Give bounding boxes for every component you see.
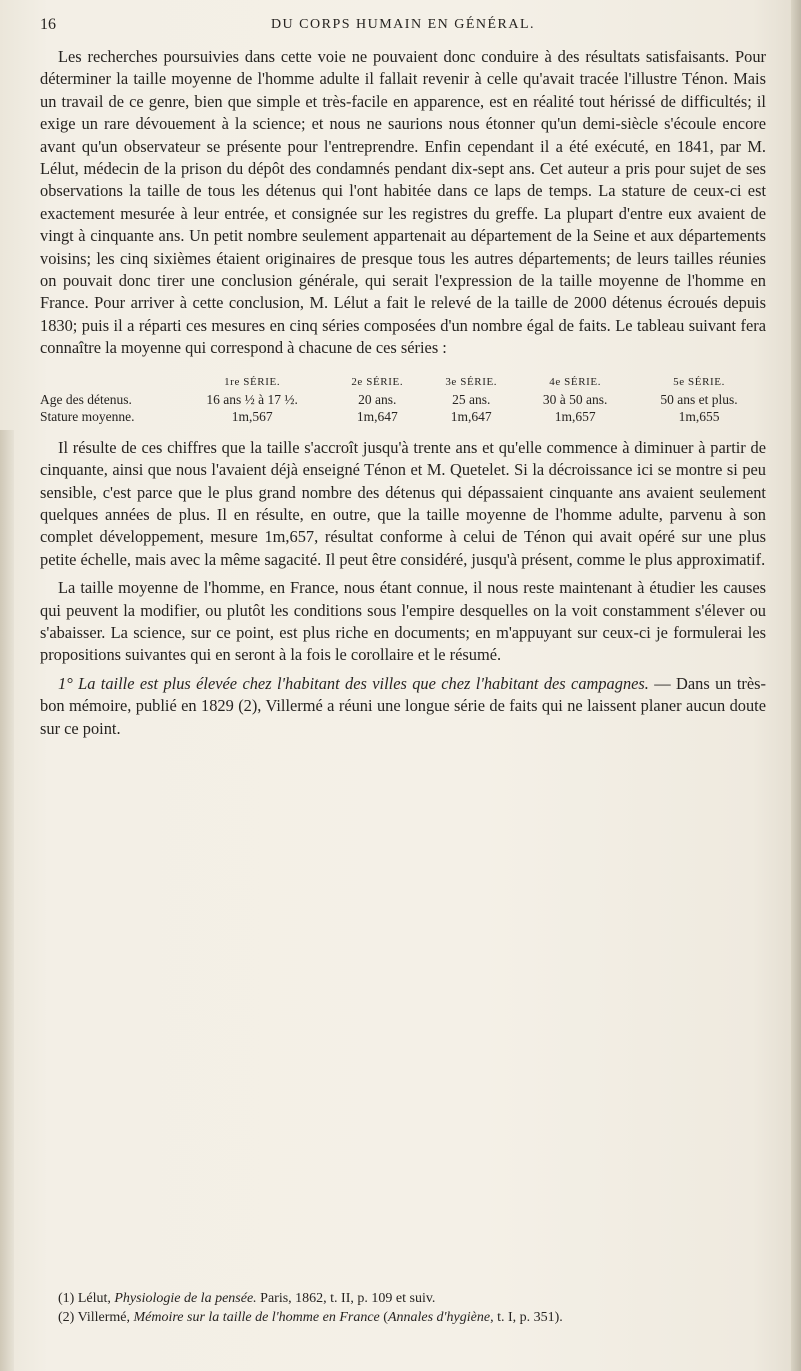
running-head: DU CORPS HUMAIN EN GÉNÉRAL. — [270, 17, 536, 32]
table-cell: 1m,647 — [450, 408, 492, 424]
paragraph-1: Les recherches poursuivies dans cette voie ne pouvaient donc conduire à des résultats satisfaisants. Pour déterminer la taille moyenne de l'homme adulte il fallait revenir à celle qu'avait tracée l'illustre Ténon. Mais un travail de ce genre, bien que simple et très-facile en apparence, est en réalité tout hérissé de difficultés; il exige un rare dévouement à la science; et nous ne saurions nous étonner qu'un demi-siècle s'écoule encore avant qu'un observateur se présente pour l'entreprendre. Enfin cependant il a été exécuté, en 1841, par M. Lélut, médecin de la prison du dépôt des condamnés pendant dix-sept ans. Cet auteur a pris pour sujet de ses observations la taille de tous les détenus qui l'ont habitée dans ce laps de temps. La stature de ceux-ci est exactement mesurée à leur entrée, et consignée sur les registres du greffe. La plupart d'entre eux avaient de vingt à cinquante ans. Un petit nombre seulement appartenait au département de la Seine et aux départements voisins; les cinq sixièmes étaient originaires de presque tous les autres départements; de leurs tailles réunies on pouvait donc tirer une conclusion générale, qui serait l'expression de la taille moyenne de l'homme en France. Pour arriver à cette conclusion, M. Lélut a fait le relevé de la taille de 2000 détenus écroués depuis 1830; puis il a réparti ces mesures en cinq séries composées d'un nombre égal de faits. Le tableau suivant fera connaître la moyenne qui correspond à chacune de ces séries : — [40, 47, 766, 358]
series-header: 4e SÉRIE. — [549, 375, 602, 388]
paragraph-4 — [40, 673, 766, 740]
footnote-marker-text: (2) Villermé, — [58, 1310, 134, 1325]
table-cell: 30 à 50 ans. — [542, 391, 608, 407]
footnote-2 — [40, 1308, 766, 1327]
footnote-citation: Paris, 1862, t. II, p. 109 et suiv. — [256, 1291, 436, 1306]
binding-shadow — [0, 430, 14, 1371]
table-row — [40, 408, 766, 425]
series-header: 1re SÉRIE. — [224, 375, 281, 388]
series-header: 2e SÉRIE. — [351, 375, 404, 388]
page-number: 16 — [40, 16, 56, 33]
footnote-title: Mémoire sur la taille de l'homme en France — [133, 1310, 380, 1325]
footnote-1 — [40, 1289, 766, 1308]
table-corner — [40, 374, 174, 391]
row-label: Age des détenus. — [40, 391, 132, 407]
footnote-punct: ( — [379, 1310, 388, 1325]
table-cell: 50 ans et plus. — [660, 391, 738, 407]
proposition-heading: 1° La taille est plus élevée chez l'habitant des villes que chez l'habitant des campagnes. — [58, 673, 649, 693]
footnote-title: Physiologie de la pensée. — [114, 1291, 257, 1306]
series-table — [40, 374, 766, 425]
footnote-citation: , t. I, p. 351). — [490, 1310, 563, 1325]
table-row — [40, 391, 766, 408]
paragraph-3: La taille moyenne de l'homme, en France, nous étant connue, il nous reste maintenant à étudier les causes qui peuvent la modifier, ou plutôt les conditions sous l'empire desquelles on la voit constamment s'élever ou s'abaisser. La science, sur ce point, est plus riche en documents; en m'appuyant sur ceux-ci je formulerai les propositions suivantes qui en seront à la fois le corollaire et le résumé. — [40, 578, 766, 665]
table-cell: 1m,567 — [231, 408, 273, 424]
table-cell: 25 ans. — [452, 391, 491, 407]
body-text — [40, 46, 766, 740]
table-cell: 16 ans ½ à 17 ½. — [206, 391, 298, 407]
page-header — [40, 16, 766, 40]
footnote-marker-text: (1) Lélut, — [58, 1291, 115, 1306]
footnotes — [40, 1289, 766, 1327]
table-cell: 1m,657 — [554, 408, 596, 424]
series-header: 3e SÉRIE. — [445, 375, 498, 388]
paragraph-2: Il résulte de ces chiffres que la taille s'accroît jusqu'à trente ans et qu'elle commence à diminuer à partir de cinquante, ainsi que nous l'avaient déjà enseigné Ténon et M. Quetelet. Si la décroissance ici se montre si peu sensible, c'est parce que le plus grand nombre des détenus qui dépassaient cinquante ans avaient seulement quelques années de plus. Il en résulte, en outre, que la taille moyenne de l'homme adulte, parvenu à son complet développement, mesure 1m,657, résultat conforme à celui de Ténon qui avait opéré sur une plus petite échelle, mais avec la même sagacité. Il peut être considéré, jusqu'à présent, comme le plus approximatif. — [40, 437, 766, 569]
proposition-text: — Dans un très-bon mémoire, publié en 1829 (2), Villermé a réuni une longue série de faits qui ne laissent planer aucun doute sur ce point. — [40, 673, 766, 738]
series-header-row — [40, 374, 766, 391]
table-cell: 20 ans. — [358, 391, 397, 407]
table-cell: 1m,655 — [678, 408, 720, 424]
row-label: Stature moyenne. — [40, 408, 135, 424]
footnote-journal: Annales d'hygiène — [387, 1310, 491, 1325]
table-cell: 1m,647 — [356, 408, 398, 424]
series-header: 5e SÉRIE. — [673, 375, 725, 388]
page-edge — [791, 0, 801, 1371]
